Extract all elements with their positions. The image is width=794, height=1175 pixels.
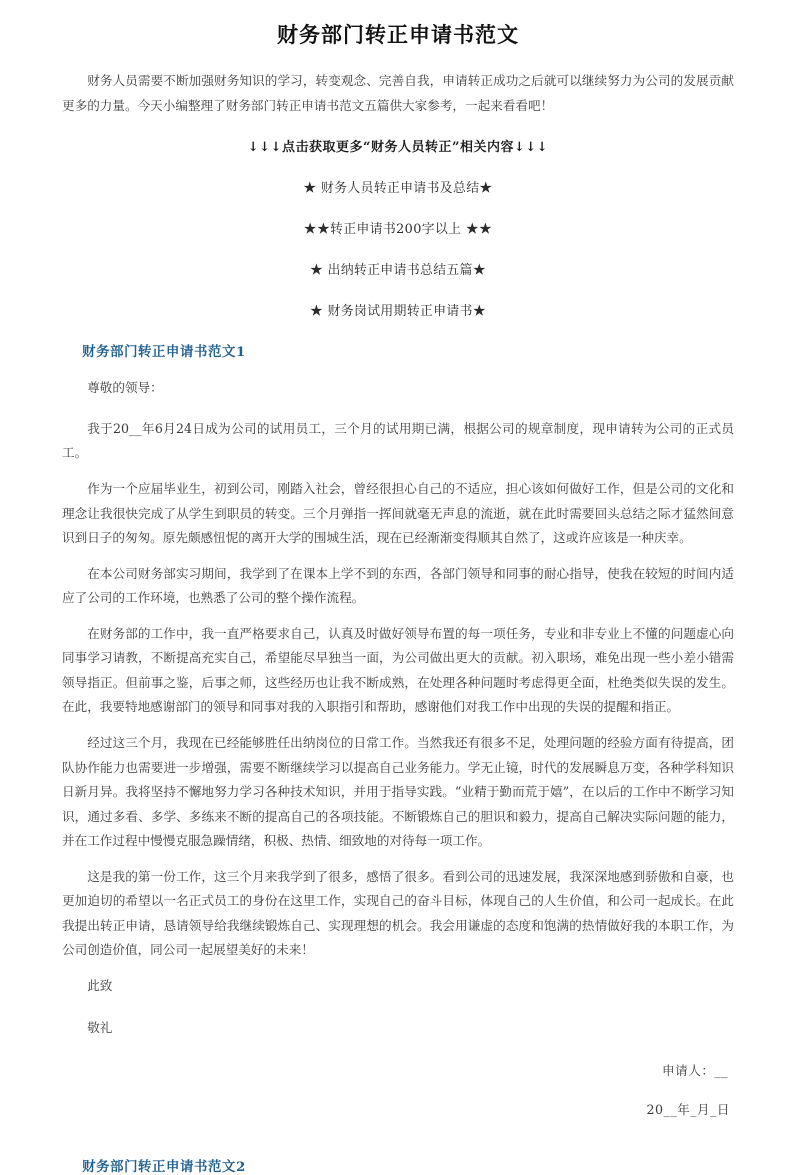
star-link-row[interactable]: ★ 出纳转正申请书总结五篇★ [309, 263, 487, 279]
intro-paragraph: 财务人员需要不断加强财务知识的学习，转变观念、完善自我，申请转正成功之后就可以继续努力为公司的发展贡献更多的力量。今天小编整理了财务部门转正申请书范文五篇供大家参考，一起来看看吧！ [62, 73, 734, 113]
section-heading-1: 财务部门转正申请书范文1 [82, 344, 246, 361]
page-title: 财务部门转正申请书范文 [277, 23, 519, 47]
body-paragraph: 在本公司财务部实习期间，我学到了在课本上学不到的东西，各部门领导和同事的耐心指导，使我在较短的时间内适应了公司的工作环境，也熟悉了公司的整个操作流程。 [62, 565, 734, 606]
closing-jingli: 敬礼 [87, 1020, 113, 1036]
salutation: 尊敬的领导： [87, 380, 163, 396]
body-paragraph: 这是我的第一份工作，这三个月来我学到了很多，感悟了很多。看到公司的迅速发展，我深深地感到骄傲和自豪，也更加迫切的希望以一名正式员工的身份在这里工作，实现自己的奋斗目标，体现自己的人生价值，和公司一起成长。在此我提出转正申请，恳请领导给我继续锻炼自己、实现理想的机会。我会用谦虚的态度和饱满的热情做好我的本职工作，为公司创造价值，同公司一起展望美好的未来！ [62, 868, 734, 958]
body-paragraph: 我于20__年6月24日成为公司的试用员工，三个月的试用期已满，根据公司的规章制度，现申请转为公司的正式员工。 [62, 420, 734, 461]
document-content [62, 22, 734, 1175]
star-link-row[interactable]: ★★转正申请书200字以上 ★★ [303, 222, 493, 238]
section-heading-2: 财务部门转正申请书范文2 [82, 1159, 246, 1175]
body-paragraph: 在财务部的工作中，我一直严格要求自己，认真及时做好领导布置的每一项任务，专业和非专业上不懂的问题虚心向同事学习请教，不断提高充实自己，希望能尽早独当一面，为公司做出更大的贡献。初入职场，难免出现一些小差小错需领导指正。但前事之鉴，后事之师，这些经历也让我不断成熟，在处理各种问题时考虑得更全面，杜绝类似失误的发生。在此，我要特地感谢部门的领导和同事对我的入职指引和帮助，感谢他们对我工作中出现的失误的提醒和指正。 [62, 625, 734, 715]
body-paragraph: 经过这三个月，我现在已经能够胜任出纳岗位的日常工作。当然我还有很多不足，处理问题的经验方面有待提高，团队协作能力也需要进一步增强，需要不断继续学习以提高自己业务能力。学无止镜，时代的发展瞬息万变，各种学科知识日新月异。我将坚持不懈地努力学习各种技术知识，并用于指导实践。“业精于勤而荒于嬉”，在以后的工作中不断学习知识，通过多看、多学、多练来不断的提高自己的各项技能。不断锻炼自己的胆识和毅力，提高自己解决实际问题的能力，并在工作过程中慢慢克服急躁情绪，积极、热情、细致地的对待每一项工作。 [62, 734, 734, 849]
signature-block [62, 1059, 734, 1122]
closing-cizhi: 此致 [87, 977, 113, 993]
body-paragraph: 作为一个应届毕业生，初到公司，刚踏入社会，曾经很担心自己的不适应，担心该如何做好工作，但是公司的文化和理念让我很快完成了从学生到职员的转变。三个月弹指一挥间就毫无声息的流逝，就在此时需要回头总结之际才猛然间意识到日子的匆匆。原先颇感忸怩的离开大学的围城生活，现在已经渐渐变得顺其自然了，这或许应该是一种庆幸。 [62, 481, 734, 546]
star-link-row[interactable]: ★ 财务人员转正申请书及总结★ [303, 181, 493, 197]
signature-date: 20__年_月_日 [646, 1101, 730, 1117]
promo-line: ↓↓↓点击获取更多“财务人员转正”相关内容↓↓↓ [247, 140, 549, 156]
star-link-row[interactable]: ★ 财务岗试用期转正申请书★ [309, 304, 487, 320]
signature-applicant: 申请人：__ [662, 1062, 728, 1078]
